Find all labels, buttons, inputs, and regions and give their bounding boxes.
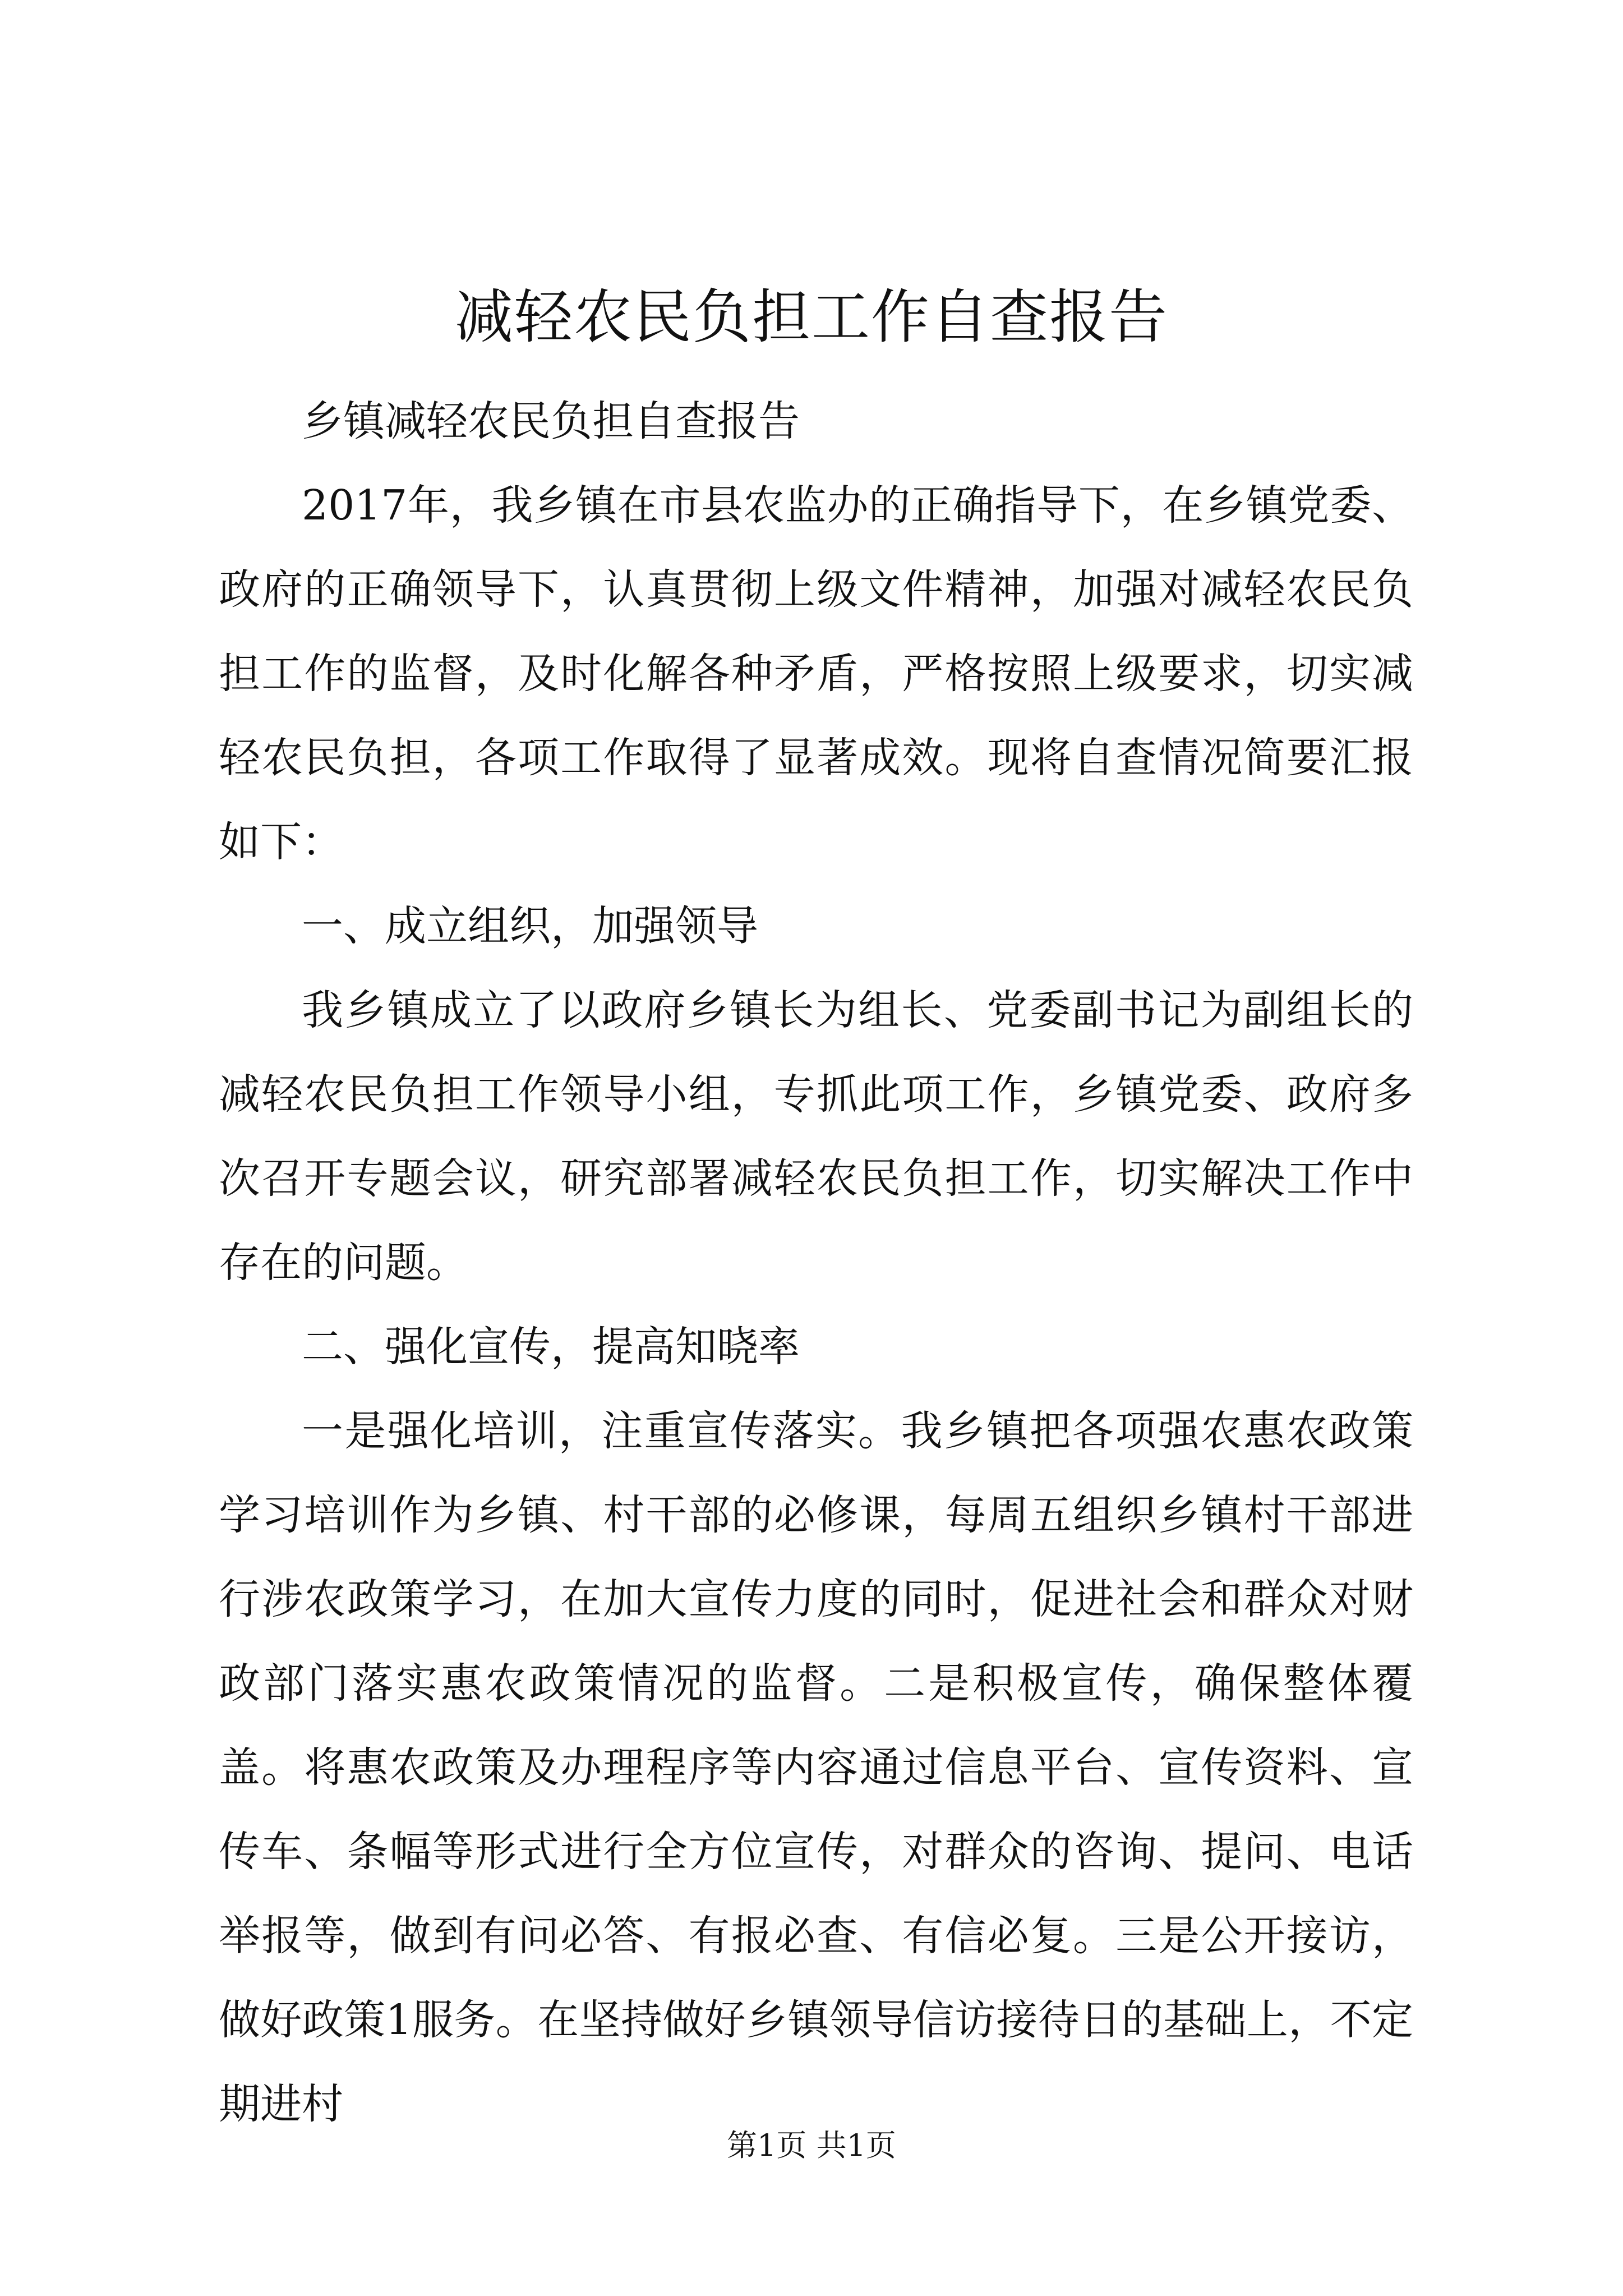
document-title: 减轻农民负担工作自查报告 xyxy=(454,283,1168,351)
document-body xyxy=(219,379,1413,2146)
intro-paragraph: 2017年，我乡镇在市县农监办的正确指导下，在乡镇党委、政府的正确领导下，认真贯彻上级文件精神，加强对减轻农民负担工作的监督，及时化解各种矛盾，严格按照上级要求，切实减轻农民负担，各项工作取得了显著成效。现将自查情况简要汇报如下： xyxy=(219,481,1413,866)
page-number-footer: 第1页 共1页 xyxy=(727,2128,896,2163)
section-2-paragraph: 一是强化培训，注重宣传落实。我乡镇把各项强农惠农政策学习培训作为乡镇、村干部的必修课，每周五组织乡镇村干部进行涉农政策学习，在加大宣传力度的同时，促进社会和群众对财政部门落实惠农政策情况的监督。二是积极宣传，确保整体覆盖。将惠农政策及办理程序等内容通过信息平台、宣传资料、宣传车、条幅等形式进行全方位宣传，对群众的咨询、提问、电话举报等，做到有问必答、有报必查、有信必复。三是公开接访，做好政策1服务。在坚持做好乡镇领导信访接待日的基础上，不定期进村 xyxy=(219,1407,1413,2128)
section-heading-2: 二、强化宣传，提高知晓率 xyxy=(302,1323,800,1371)
section-1-paragraph: 我乡镇成立了以政府乡镇长为组长、党委副书记为副组长的减轻农民负担工作领导小组，专抓此项工作，乡镇党委、政府多次召开专题会议，研究部署减轻农民负担工作，切实解决工作中存在的问题。 xyxy=(219,986,1413,1287)
section-heading-1: 一、成立组织，加强领导 xyxy=(302,902,758,950)
subtitle-paragraph: 乡镇减轻农民负担自查报告 xyxy=(302,397,800,445)
